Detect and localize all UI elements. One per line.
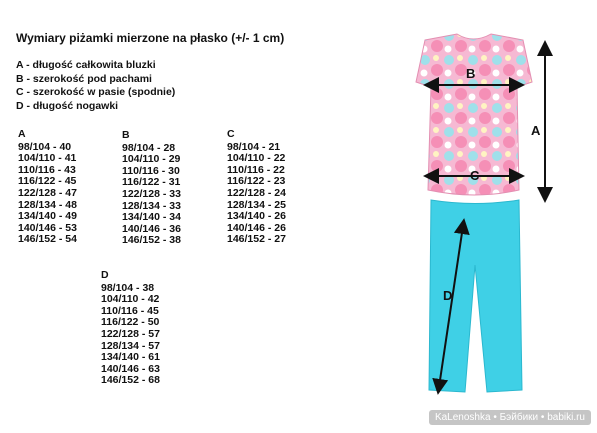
size-row: 110/116 - 30	[122, 164, 180, 177]
label-c: C	[470, 168, 480, 183]
size-row: 146/152 - 27	[227, 233, 286, 246]
label-b: B	[466, 66, 476, 81]
size-row: 98/104 - 38	[101, 281, 155, 294]
size-row: 134/140 - 26	[227, 210, 286, 223]
size-column-d	[101, 270, 160, 387]
size-row: 122/128 - 33	[122, 187, 181, 200]
column-header: A	[18, 128, 26, 140]
size-row: 110/116 - 22	[227, 163, 285, 176]
size-row: 128/134 - 48	[18, 198, 77, 211]
size-row: 98/104 - 40	[18, 140, 72, 153]
size-row: 128/134 - 57	[101, 339, 160, 352]
size-row: 134/140 - 34	[122, 211, 181, 224]
size-row: 104/110 - 41	[18, 152, 77, 165]
size-row: 116/122 - 45	[18, 175, 77, 188]
legend-item-a: A - długość całkowita bluzki	[16, 59, 156, 71]
size-column-a	[18, 129, 77, 246]
size-row: 110/116 - 43	[18, 163, 76, 176]
size-row: 122/128 - 24	[227, 186, 286, 199]
size-row: 128/134 - 25	[227, 198, 286, 211]
size-row: 98/104 - 21	[227, 140, 281, 153]
size-row: 140/146 - 36	[122, 222, 181, 235]
legend-item-d: D - długość nogawki	[16, 99, 119, 112]
size-row: 122/128 - 57	[101, 327, 160, 340]
size-row: 128/134 - 33	[122, 199, 181, 212]
size-row: 122/128 - 47	[18, 186, 77, 199]
size-row: 116/122 - 23	[227, 175, 286, 188]
legend-item-b: B - szerokość pod pachami	[16, 72, 152, 85]
size-column-b	[122, 130, 181, 247]
size-row: 116/122 - 50	[101, 316, 160, 329]
page-title: Wymiary piżamki mierzone na płasko (+/- 1 cm)	[16, 31, 285, 45]
column-header: B	[122, 129, 130, 141]
label-d: D	[443, 288, 453, 303]
legend-item-c: C - szerokość w pasie (spodnie)	[16, 86, 176, 98]
measurement-legend	[16, 59, 175, 113]
size-row: 140/146 - 26	[227, 221, 286, 234]
size-row: 146/152 - 68	[101, 374, 160, 387]
size-row: 146/152 - 38	[122, 234, 181, 247]
pajama-figure	[395, 30, 595, 410]
size-row: 104/110 - 42	[101, 293, 160, 306]
label-a: A	[531, 123, 541, 138]
size-row: 134/140 - 61	[101, 351, 160, 364]
size-row: 140/146 - 63	[101, 362, 160, 375]
size-row: 140/146 - 53	[18, 221, 77, 234]
column-header: C	[227, 128, 235, 140]
column-header: D	[101, 269, 109, 281]
size-row: 116/122 - 31	[122, 176, 181, 189]
size-row: 104/110 - 22	[227, 152, 286, 165]
size-row: 146/152 - 54	[18, 233, 77, 246]
size-row: 110/116 - 45	[101, 304, 159, 317]
watermark: KaLenoshka • Бэйбики • babiki.ru	[429, 410, 591, 425]
size-row: 104/110 - 29	[122, 153, 181, 166]
size-column-c	[227, 129, 286, 246]
size-row: 98/104 - 28	[122, 141, 176, 154]
size-row: 134/140 - 49	[18, 210, 77, 223]
